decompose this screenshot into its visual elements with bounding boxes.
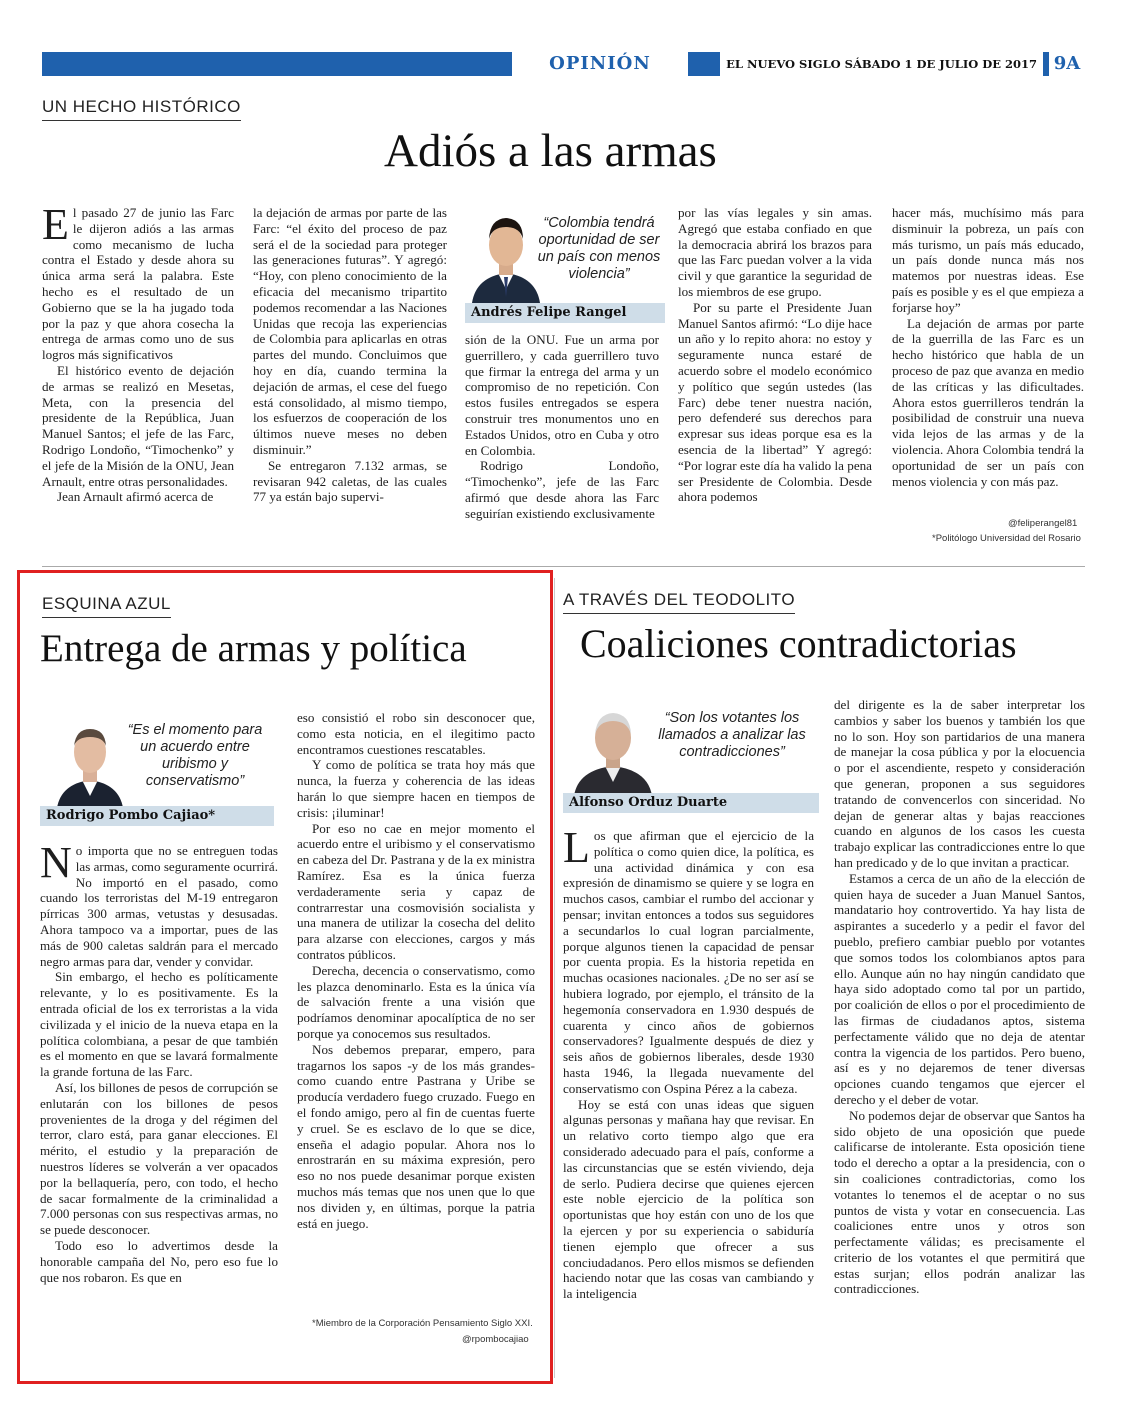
article3-column-1	[563, 828, 814, 1380]
pull-quote: “Es el momento para un acuerdo entre uribismo y conservatismo”	[127, 722, 263, 789]
paragraph: la dejación de armas por parte de las Farc: “el éxito del proceso de paz será el de la sociedad para proteger las generaciones futuras”. Y agregó: “Hoy, con pleno conocimiento de la eficacia del mecanismo tripartito podemos recomendar a las Naciones Unidas que recoja las experiencias de Colombia para aplicarlas en otras partes del mundo. Concluimos que hoy en día, cuando termina la dejación de armas, el cese del fuego está consolidado, al mismo tiempo, los esfuerzos de cooperación de los últimos nueve meses no deben disminuir.”	[253, 205, 447, 457]
article1-kicker: UN HECHO HISTÓRICO	[42, 97, 241, 121]
article2-kicker: ESQUINA AZUL	[42, 594, 171, 618]
paragraph: por las vías legales y sin amas. Agregó que estaba confiado en que la democracia abrirá los brazos para que las Farc puedan volver a la vida civil y que garantice la seguridad de los miembros de ese grupo.	[678, 205, 872, 299]
paragraph: Sin embargo, el hecho es políticamente relevante, y lo es positivamente. Es la entrada oficial de los ex terroristas a la vida civilizada y el inicio de la nueva etapa en la política colombiana, a pesar de que también es el momento en que se lavará formalmente la grande fortuna de las Farc.	[40, 969, 278, 1080]
author-name-bar: Andrés Felipe Rangel	[465, 303, 665, 323]
page-number: 9A	[1049, 52, 1085, 76]
paragraph: del dirigente es la de saber interpretar los cambios y saber los buenos y también los que no lo son. Hoy son partidarios de una manera de manejar la cosa pública y por la elocuencia o por el ascendiente, respeto y consideración que generan, proponen a sus seguidores tratando de convencerlos con sinceridad. No dejan de generar altas y bajas reacciones cuando en algunos de los casos les cuesta trabajo explicar las contradicciones entre lo que han predicado y de lo que invitan a practicar.	[834, 697, 1085, 870]
article1-column-5	[892, 205, 1084, 515]
author-photo-orduz	[570, 700, 656, 796]
article1-column-4	[678, 205, 872, 545]
article2-column-2	[297, 710, 535, 1314]
article3-column-2	[834, 697, 1085, 1380]
article1-column-2	[253, 205, 447, 545]
paragraph: sión de la ONU. Fue un arma por guerrillero, y cada guerrillero tuvo que firmar la entrega del arma y un compromiso de no repetición. Con estos fusiles entregados se espera construir tres monumentos uno en Estados Unidos, otro en Cuba y otro en Colombia.	[465, 332, 659, 458]
paragraph: Hoy se está con unas ideas que siguen algunas personas y mañana hay que revisar. En un relativo corto tiempo algo que era considerado adecuado para el país, conforme a las circunstancias que se estén viviendo, deja de serlo. Pudiera decirse que quienes ejercen este noble ejercicio de la política son oportunistas que hoy están con uno de los que la ejercen y por su experiencia o sabiduría tienen ejemplo que ofrecer a sus conciudadanos. Pero ellos mismos se defienden haciendo notar que las cosas van cambiando y la inteligencia	[563, 1096, 814, 1302]
paragraph: El histórico evento de dejación de armas se realizó en Mesetas, Meta, con la presencia del presidente de la República, Juan Manuel Santos; el jefe de las Farc, Rodrigo Londoño, “Timochenko” y el jefe de la Misión de la ONU, Jean Arnault, entre otras personalidades.	[42, 362, 234, 489]
author-twitter: @feliperangel81	[1008, 518, 1078, 529]
article2-column-1	[40, 843, 278, 1351]
pull-quote: “Colombia tendrá oportunidad de ser un país con menos violencia”	[537, 215, 661, 282]
paragraph: No podemos dejar de observar que Santos ha sido objeto de una oposición que puede calificarse de intolerante. Esta oposición tiene todo el derecho a optar a la presidencia, con o sin coaliciones contradictorias, como los votantes lo tenemos el de aceptar o no sus puntos de vista y votar en consecuencia. Las coaliciones entre unos y otros son perfectamente válidas; es precisamente el criterio de los votantes el que permitirá que estas surjan; ellos podrán analizar las contradicciones.	[834, 1107, 1085, 1297]
article2-title: Entrega de armas y política	[40, 627, 467, 670]
author-photo-rangel	[470, 203, 542, 303]
section-label: OPINIÓN	[512, 52, 688, 76]
article1-title: Adiós a las armas	[384, 125, 717, 177]
paragraph: La dejación de armas por parte de la guerrilla de las Farc es un hecho histórico que habla de un proceso de paz que avanza en medio de las críticas y las dificultades. Ahora estos guerrilleros tendrán la posibilidad de construir una nueva vida lejos de las armas y de la violencia. Ahora Colombia tendrá la oportunidad de ser un país con menos violencia y con más paz.	[892, 315, 1084, 489]
paragraph: eso consistió el robo sin desconocer que, como esta noticia, en el ilegitimo pacto encontramos cuestiones rescatables.	[297, 710, 535, 757]
paragraph: Y como de política se trata hoy más que nunca, la fuerza y coherencia de las ideas harán lo que siempre hacen en tiempos de crisis: ¡iluminar!	[297, 757, 535, 820]
section-divider	[42, 566, 1085, 567]
drop-cap: N	[40, 843, 72, 887]
paragraph: Así, los billones de pesos de corrupción se enlutarán con los billones de pesos provenientes de la droga y del régimen del terror, claro está, para ganar elecciones. El mérito, el estudio y la preparación de nuestros líderes se volverán a ver opacados por la bellaquería, pero, con todo, el hecho de sacar formalmente de la criminalidad a 7.000 personas con sus respectivas armas, no se puede desconocer.	[40, 1079, 278, 1238]
paragraph: Estamos a cerca de un año de la elección de quien haya de suceder a Juan Manuel Santos, mandatario hoy controvertido. Ya hay lista de aspirantes a sucederlo y a pedir el favor del pueblo, prefiero cambiar pueblo por votantes que somos todos los colombianos aptos para ello. Aunque aún no hay ningún candidato que haya sido adoptado como tal por un partido, por coalición de ellos o por el procedimiento de las firmas de ciudadanos aptos, sistema perfectamente válido que no deja de atentar contra la vigencia de los partidos. Pero bueno, así es y no dejaremos de tener diversas opciones cuando tengamos que ejercer el derecho y el deber de votar.	[834, 870, 1085, 1107]
paragraph: hacer más, muchísimo más para disminuir la pobreza, un país con más turismo, un país más educado, un país donde nunca más nos matemos por nuestras ideas. Ese país es posible y es el que empieza a forjarse hoy”	[892, 205, 1084, 315]
paragraph: l pasado 27 de junio las Farc le dijeron adiós a las armas como mecanismo de lucha contra el Estado y desde ahora su única arma será la palabra. Este hecho es el resultado de un Gobierno que se la ha jugado toda por la paz y que ahora cosecha la entrega de armas como uno de sus logros más significativos	[42, 205, 234, 363]
article1-column-3	[465, 332, 659, 545]
article3-kicker: A TRAVÉS DEL TEODOLITO	[563, 590, 795, 614]
author-name-bar: Alfonso Orduz Duarte	[563, 793, 819, 813]
author-twitter: @rpombocajiao	[462, 1334, 529, 1345]
paragraph: Por su parte el Presidente Juan Manuel Santos afirmó: “Lo dije hace un año y lo repito ahora: no estoy y seguramente nunca estaré de acuerdo sobre el modelo económico y político que según ustedes (las Farc) debe tener nuestra nación, pero defenderé sus derechos para expresar sus ideas porque esa es la esencia de la libertad” Y agregó: “Por lograr este día ha valido la pena ser Presidente de Colombia. Desde ahora podemos	[678, 299, 872, 505]
section-header-band	[42, 52, 1085, 76]
paragraph: Jean Arnault afirmó acerca de	[57, 489, 214, 505]
article3-title: Coaliciones contradictorias	[580, 621, 1017, 666]
paragraph: o importa que no se entreguen todas las armas, como seguramente ocurrirá. No importó en el pasado, como cuando los terroristas del M-19 entregaron pírricas 300 armas, vetustas y desusadas. Ahora tampoco va a importar, pues de las más de 900 caletas saldrán para el mercado negro armas para dar, vender y convidar.	[40, 843, 278, 969]
paragraph: os que afirman que el ejercicio de la política o como quien dice, la política, es una actividad dinámica y con esa expresión de dinamismo se quiere y se logra en muchos casos, cambiar el rumbo del accionar y pensar; invitan entonces a todos sus seguidores a secundarlos lo cual logran parcialmente, porque algunos tienen la capacidad de pensar por cuenta propia. Es la historia repetida en muchas ocasiones nacionales. ¿De no ser así se hubiera logrado, por ejemplo, el tránsito de la hegemonía conservadora en 1.930 después de cuarenta y cinco años de gobiernos conservadores? Igualmente después de diez y seis años de gobiernos liberales, desde 1930 hasta 1946, la llegada nuevamente del conservatismo con Ospina Pérez a la cabeza.	[563, 828, 814, 1096]
column-divider	[554, 578, 555, 1378]
author-photo-pombo	[55, 712, 125, 808]
paragraph: Rodrigo Londoño, “Timochenko”, jefe de las Farc afirmó que desde ahora las Farc seguirían existiendo exclusivamente	[465, 458, 659, 521]
author-footnote: *Politólogo Universidad del Rosario	[932, 533, 1081, 544]
paragraph: Derecha, decencia o conservatismo, como les plazca denominarlo. Esta es la única vía de salvación frente a una visión que podríamos denominar apocalíptica de no ser porque ya conocemos sus resultados.	[297, 962, 535, 1041]
author-footnote: *Miembro de la Corporación Pensamiento Siglo XXI.	[312, 1318, 533, 1329]
paragraph: Se entregaron 7.132 armas, se revisaran 942 caletas, de las cuales 77 ya están bajo supervi-	[253, 457, 447, 505]
paragraph: Por eso no cae en mejor momento el acuerdo entre el uribismo y el conservatismo en cabeza del Dr. Pastrana y de la ex ministra Ramírez. Esa es la única fuerza verdaderamente seria y capaz de contrarrestar una cosmovisión socialista y una manera de utilizar la cosecha del delito para alzarse con elecciones, cargos y más contratos públicos.	[297, 820, 535, 962]
paragraph: Nos debemos preparar, empero, para tragarnos los sapos -y de los más grandes- como cuando entre Pastrana y Uribe se producía verdadero fuego cruzado. Fuego en el fondo amigo, pero al fin de cuentas fuerte y cruel. Se es esclavo de lo que se dice, enseña el adagio popular. Ahora nos lo enrostrarán en su máxima expresión, pero eso no nos puede desanimar porque existen muchos más temas que nos unen que lo que nos dividen y, en últimas, porque la patria está en juego.	[297, 1041, 535, 1231]
article1-column-1	[42, 205, 234, 545]
masthead-date: EL NUEVO SIGLO SÁBADO 1 DE JULIO DE 2017	[720, 52, 1043, 76]
pull-quote: “Son los votantes los llamados a analizar las contradicciones”	[658, 710, 806, 760]
paragraph: Todo eso lo advertimos desde la honorable campaña del No, pero eso fue lo que nos robaron. Es que en	[40, 1237, 278, 1285]
drop-cap: E	[42, 205, 69, 249]
author-name-bar: Rodrigo Pombo Cajiao*	[40, 806, 274, 826]
drop-cap: L	[563, 828, 590, 872]
